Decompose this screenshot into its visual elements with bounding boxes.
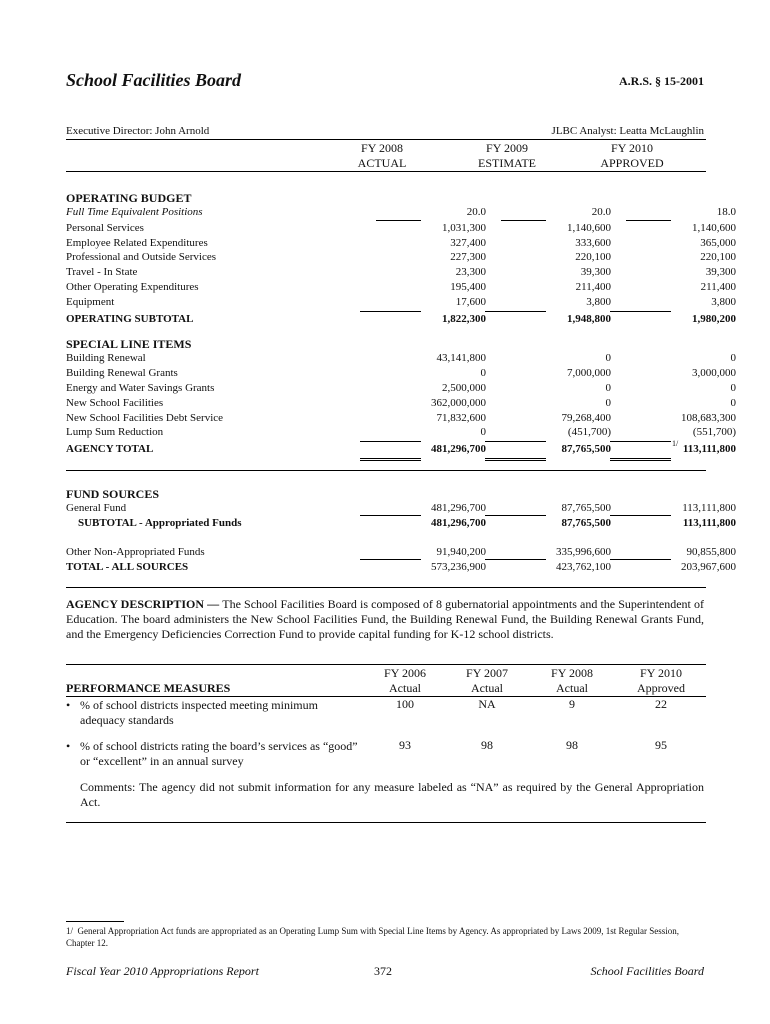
performance-top-rule (66, 664, 706, 665)
measure-value: 100 (396, 697, 414, 711)
measure-value: 9 (569, 697, 575, 711)
page-number: 372 (374, 964, 392, 978)
total-double-2 (485, 458, 546, 459)
measure-item: • % of school districts rating the board’s services as “good” or “excellent” in an annual survey (66, 739, 358, 768)
footnote-reference: 1/ (672, 439, 679, 448)
measure-value: 93 (399, 738, 411, 752)
pm-column-fy2007: FY 2007 Actual (466, 666, 508, 695)
total-double-3 (610, 458, 671, 459)
table-row: Lump Sum Reduction 0 (451,700) (551,700) (66, 426, 736, 438)
table-row: Building Renewal Grants 0 7,000,000 3,000,000 (66, 367, 736, 379)
total-double-2b (485, 460, 546, 461)
pm-column-fy2010: FY 2010 Approved (637, 666, 685, 695)
table-row: New School Facilities 362,000,000 0 0 (66, 397, 736, 409)
special-line-items-heading: SPECIAL LINE ITEMS (66, 337, 192, 351)
non-appropriated-row: Other Non-Appropriated Funds 91,940,200 335,996,600 90,855,800 (66, 546, 736, 558)
column-header-fy2008: FY 2008 ACTUAL (357, 141, 407, 170)
total-double-1 (360, 458, 421, 459)
table-row: Equipment 17,600 3,800 3,800 (66, 296, 736, 308)
agency-total-row: AGENCY TOTAL 481,296,700 87,765,500 113,111,800 (66, 443, 736, 455)
column-header-fy2010: FY 2010 APPROVED (600, 141, 664, 170)
operating-subtotal-row: OPERATING SUBTOTAL 1,822,300 1,948,800 1,980,200 (66, 313, 736, 325)
section-rule (66, 587, 706, 588)
measure-value: 22 (655, 697, 667, 711)
pm-column-fy2008: FY 2008 Actual (551, 666, 593, 695)
measure-value: 98 (481, 738, 493, 752)
table-row: Other Operating Expenditures 195,400 211,400 211,400 (66, 281, 736, 293)
total-double-3b (610, 460, 671, 461)
jlbc-analyst: JLBC Analyst: Leatta McLaughlin (551, 125, 704, 137)
operating-budget-heading: OPERATING BUDGET (66, 191, 192, 205)
measure-item: • % of school districts inspected meeting minimum adequacy standards (66, 698, 318, 727)
footnote: 1/ General Appropriation Act funds are appropriated as an Operating Lump Sum with Special Line Items by Agency. As appropriated by Laws 2009, 1st Regular Session, Chapter 12. (66, 926, 680, 948)
measure-value: 95 (655, 738, 667, 752)
column-header-fy2009: FY 2009 ESTIMATE (478, 141, 536, 170)
table-row: New School Facilities Debt Service 71,832,600 79,268,400 108,683,300 (66, 412, 736, 424)
column-header-rule (66, 171, 706, 172)
table-row: Personal Services 1,031,300 1,140,600 1,140,600 (66, 222, 736, 234)
statute-reference: A.R.S. § 15-2001 (618, 74, 704, 88)
total-double-1b (360, 460, 421, 461)
table-row: Building Renewal 43,141,800 0 0 (66, 352, 736, 364)
appropriated-subtotal-row: SUBTOTAL - Appropriated Funds 481,296,700 87,765,500 113,111,800 (78, 517, 736, 529)
measure-value: 98 (566, 738, 578, 752)
footer-agency-name: School Facilities Board (590, 964, 704, 978)
table-row: Travel - In State 23,300 39,300 39,300 (66, 266, 736, 278)
fund-sources-heading: FUND SOURCES (66, 487, 160, 501)
table-row: Energy and Water Savings Grants 2,500,000 0 0 (66, 382, 736, 394)
performance-comments: Comments: The agency did not submit information for any measure labeled as “NA” as required by the General Appropriation Act. (80, 780, 704, 809)
executive-director: Executive Director: John Arnold (66, 125, 210, 137)
footer-report-title: Fiscal Year 2010 Appropriations Report (66, 964, 259, 978)
general-fund-row: General Fund 481,296,700 87,765,500 113,111,800 (66, 502, 736, 514)
performance-bottom-rule (66, 822, 706, 823)
page-title: School Facilities Board (66, 70, 242, 90)
performance-measures-heading: PERFORMANCE MEASURES (66, 681, 231, 695)
table-row: Professional and Outside Services 227,300 220,100 220,100 (66, 251, 736, 263)
header-rule (66, 139, 706, 140)
pm-column-fy2006: FY 2006 Actual (384, 666, 426, 695)
agency-description: AGENCY DESCRIPTION — The School Facilities Board is composed of 8 gubernatorial appointments and the Superintendent of Education. The board administers the New School Facilities Fund, the Building Renewal Fund, the Building Renewal Grants Fund, and the Emergency Deficiencies Correction Fund to provide capital funding for K-12 school districts. (66, 597, 705, 641)
footnote-separator (66, 921, 124, 922)
measure-value: NA (478, 697, 496, 711)
all-sources-total-row: TOTAL - ALL SOURCES 573,236,900 423,762,100 203,967,600 (66, 561, 736, 573)
section-rule (66, 470, 706, 471)
table-row: Employee Related Expenditures 327,400 333,600 365,000 (66, 237, 736, 249)
fte-row: Full Time Equivalent Positions 20.0 20.0 18.0 (66, 206, 736, 218)
